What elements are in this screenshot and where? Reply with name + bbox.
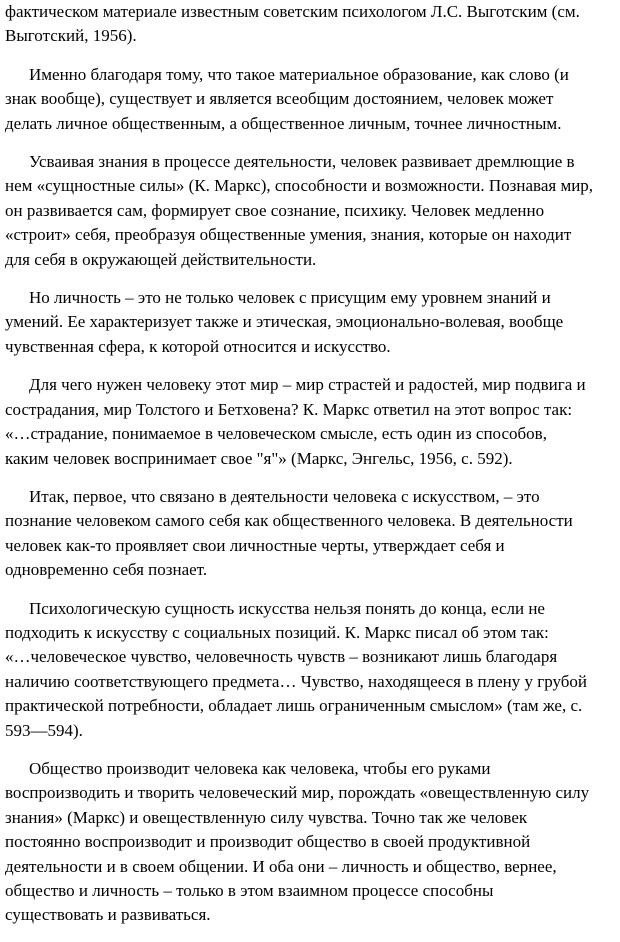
text-line: практической потребности, обладает лишь ограниченным смыслом» (там же, с. [5, 696, 583, 716]
text-line: для себя в окружающей действительности. [5, 249, 317, 269]
document-page [5, 0, 617, 942]
paragraph-4 [5, 286, 617, 359]
text-line: каким человек воспринимает свое "я"» (Маркс, Энгельс, 1956, с. 592). [5, 448, 513, 468]
paragraph-8 [5, 757, 617, 928]
text-line: фактическом материале известным советским психологом Л.С. Выготским (см. [5, 2, 580, 21]
text-line: нем «сущностные силы» (К. Маркс), способности и возможности. Познавая мир, [5, 176, 594, 196]
text-line: «…человеческое чувство, человечность чувств – возникают лишь благодаря [5, 647, 558, 667]
text-line: чувственная сфера, к которой относится и искусство. [5, 336, 391, 356]
text-line: Именно благодаря тому, что такое материальное образование, как слово (и [29, 64, 569, 84]
text-line: постоянно воспроизводит и производит общество в своей продуктивной [5, 832, 531, 852]
text-line: одновременно себя познает. [5, 560, 208, 580]
text-line: знания» (Маркс) и овеществленную силу чувства. Точно так же человек [5, 807, 528, 827]
text-line: знак вообще), существует и является всеобщим достоянием, человек может [5, 89, 554, 109]
text-line: Для чего нужен человеку этот мир – мир страстей и радостей, мир подвига и [29, 375, 586, 395]
text-line: человек как-то проявляет свои личностные черты, утверждает себя и [5, 535, 505, 555]
text-line: Психологическую сущность искусства нельзя понять до конца, если не [29, 598, 545, 618]
text-line: сострадания, мир Толстого и Бетховена? К. Маркс ответил на этот вопрос так: [5, 399, 573, 419]
paragraph-6 [5, 485, 617, 583]
text-line: существовать и развиваться. [5, 905, 211, 925]
paragraph-1 [5, 0, 617, 49]
text-line: деятельности и в своем общении. И оба они – личность и общество, вернее, [5, 856, 557, 876]
text-line: Выготский, 1956). [5, 26, 137, 46]
text-line: умений. Ее характеризует также и этическая, эмоционально-волевая, вообще [5, 312, 564, 332]
paragraph-2 [5, 63, 617, 136]
text-line: он развивается сам, формирует свое сознание, психику. Человек медленно [5, 200, 545, 220]
text-line: Усваивая знания в процессе деятельности, человек развивает дремлющие в [29, 152, 575, 172]
text-line: подходить к искусству с социальных позиций. К. Маркс писал об этом так: [5, 622, 549, 642]
text-line: 593—594). [5, 720, 83, 740]
paragraph-5 [5, 373, 617, 471]
text-line: делать личное общественным, а общественное личным, точнее личностным. [5, 113, 562, 133]
text-line: наличию соответствующего предмета… Чувство, находящееся в плену у грубой [5, 671, 588, 691]
text-line: «…страдание, понимаемое в человеческом смысле, есть один из способов, [5, 424, 547, 444]
text-line: «строит» себя, преобразуя общественные умения, знания, которые он находит [5, 225, 572, 245]
paragraph-7 [5, 597, 617, 743]
text-line: общество и личность – только в этом взаимном процессе способны [5, 881, 494, 900]
text-line: воспроизводить и творить человеческий мир, порождать «овеществленную силу [5, 783, 590, 803]
text-line: Но личность – это не только человек с присущим ему уровнем знаний и [29, 288, 551, 308]
paragraph-3 [5, 150, 617, 272]
text-line: Общество производит человека как человека, чтобы его руками [29, 758, 491, 778]
text-line: Итак, первое, что связано в деятельности человека с искусством, – это [29, 486, 540, 506]
text-line: познание человеком самого себя как общественного человека. В деятельности [5, 511, 573, 531]
